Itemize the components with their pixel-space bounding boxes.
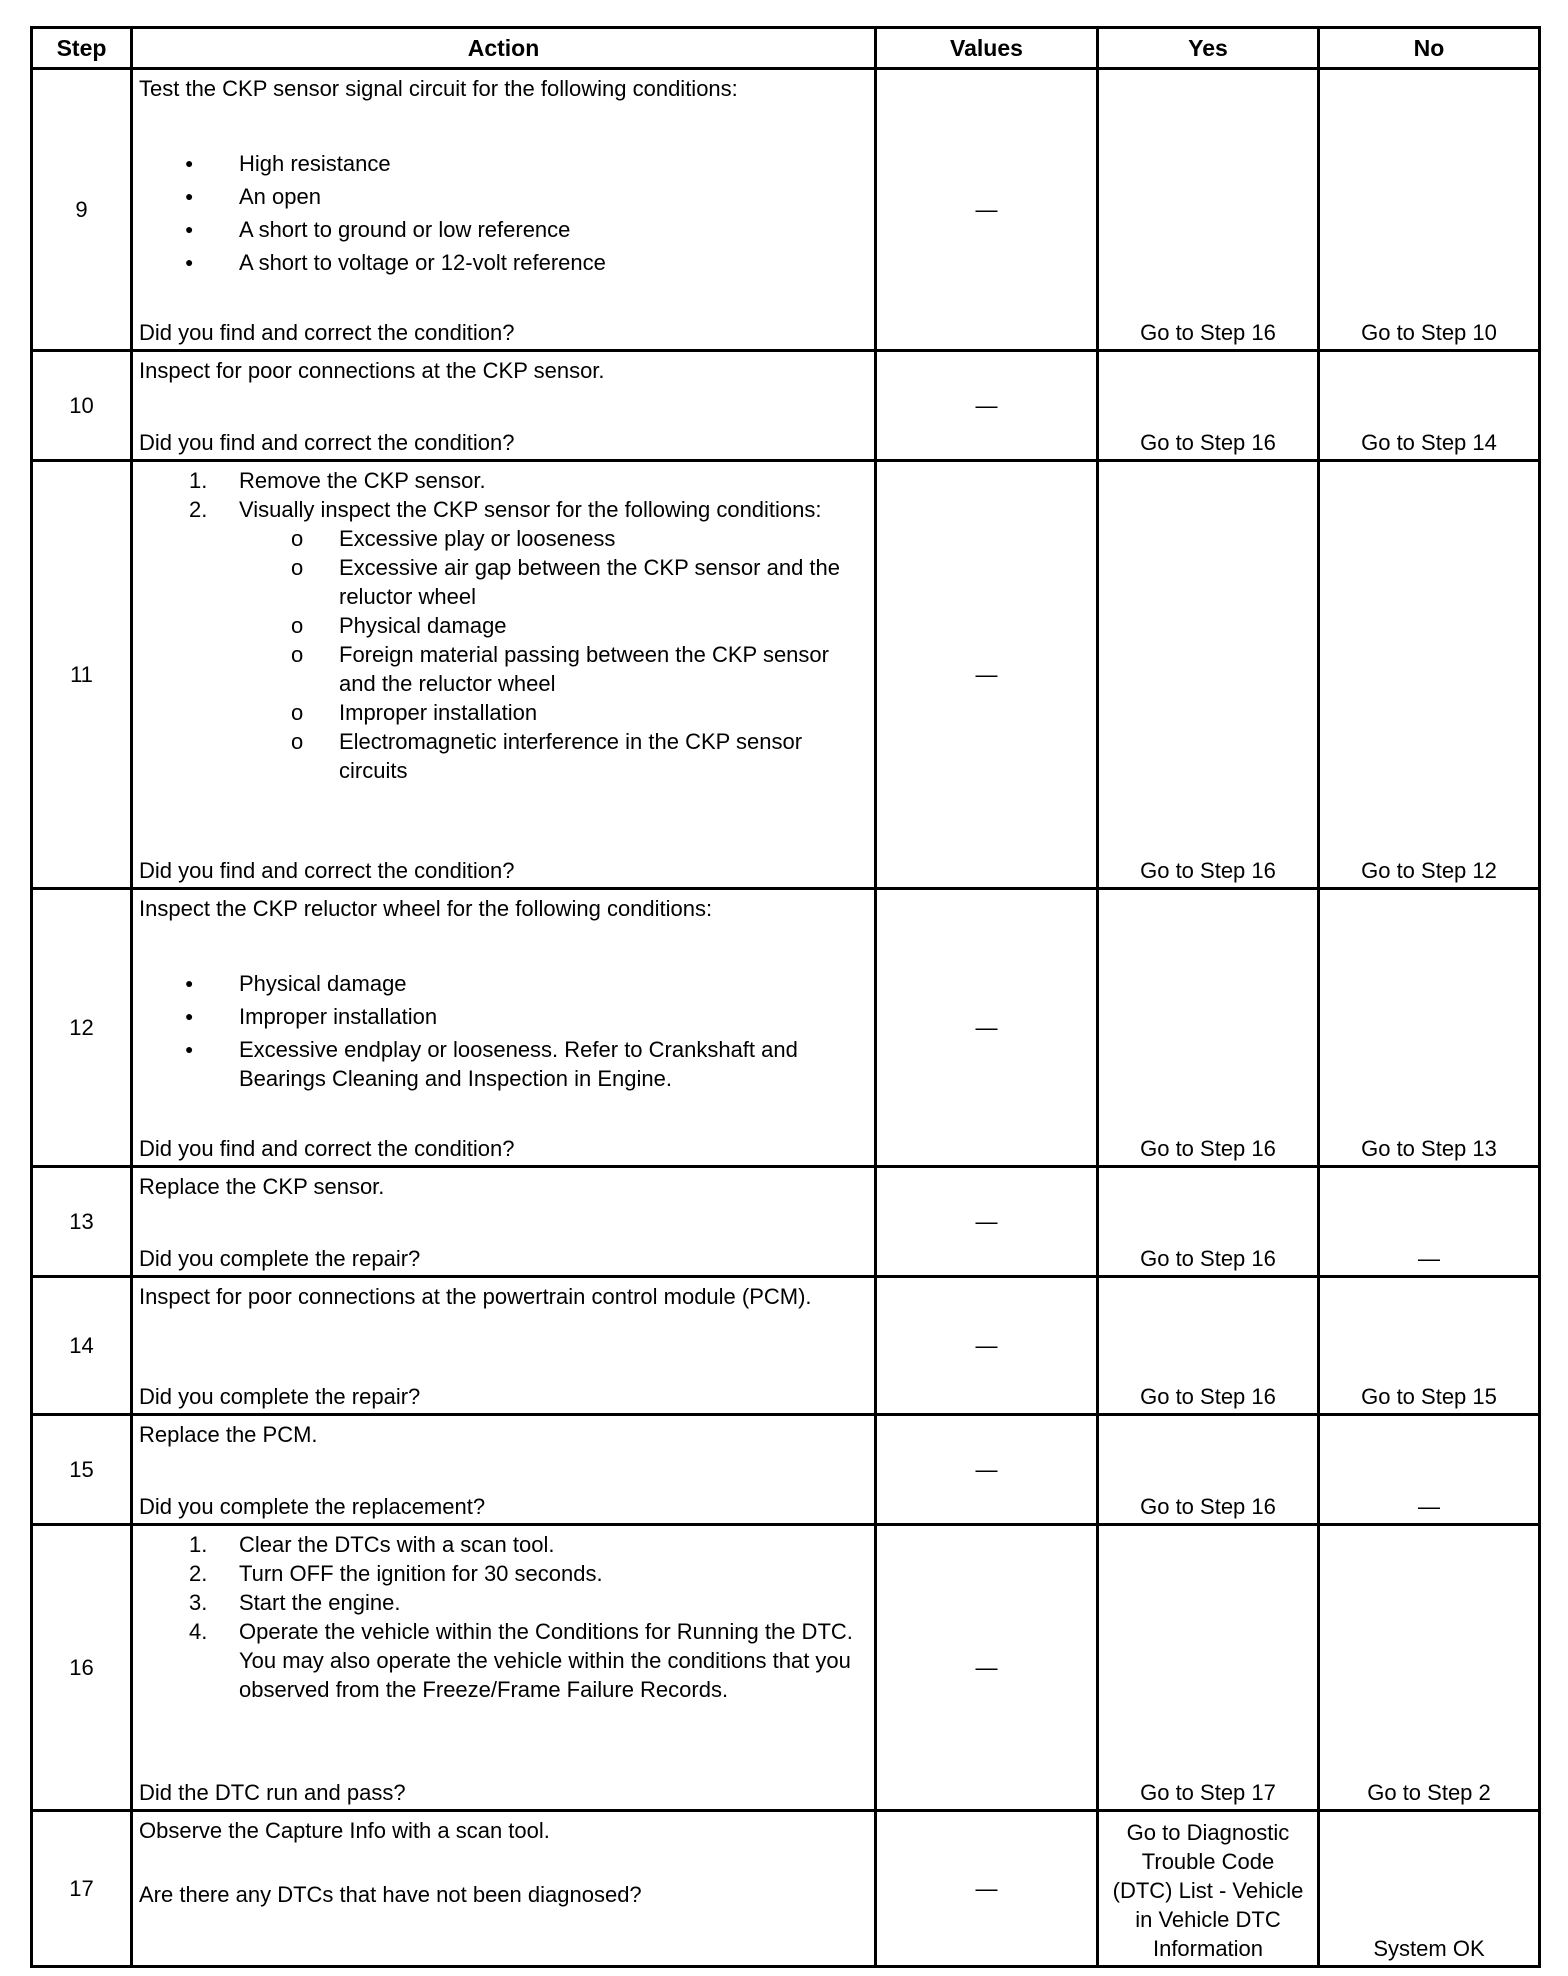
list-item: ● Excessive endplay or looseness. Refer to Crankshaft and Bearings Cleaning and Inspection in Engine. [139, 1033, 868, 1093]
list-item [139, 1530, 868, 1559]
list-item: ● A short to ground or low reference [139, 213, 868, 246]
item-number: 2. [189, 497, 208, 522]
header-row [32, 28, 1540, 69]
no-link[interactable]: Go to Step 10 [1319, 69, 1540, 351]
item-text: Visually inspect the CKP sensor for the following conditions: [239, 497, 822, 522]
header-no: No [1319, 28, 1540, 69]
step-number: 15 [32, 1415, 132, 1525]
yes-link[interactable]: Go to Step 16 [1098, 1277, 1319, 1415]
list-item: ● Physical damage [139, 967, 868, 1000]
header-action: Action [132, 28, 876, 69]
step-number: 13 [32, 1167, 132, 1277]
step-number: 12 [32, 889, 132, 1167]
item-text: Clear the DTCs with a scan tool. [239, 1532, 555, 1557]
action-cell [132, 889, 876, 1167]
list-item: ● An open [139, 180, 868, 213]
item-text: Operate the vehicle within the Conditions for Running the DTC. You may also operate the vehicle within the conditions that you observed from the Freeze/Frame Failure Records. [239, 1619, 853, 1702]
action-cell [132, 1525, 876, 1811]
action-question: Did you find and correct the condition? [139, 858, 515, 883]
action-intro: Observe the Capture Info with a scan tool. [139, 1818, 550, 1843]
table-row-step-12 [32, 889, 1540, 1167]
list-item: ● High resistance [139, 147, 868, 180]
list-item [139, 1617, 868, 1704]
list-item: ● A short to voltage or 12-volt reference [139, 246, 868, 279]
values-cell: — [876, 1277, 1098, 1415]
header-yes: Yes [1098, 28, 1319, 69]
item-number: 1. [189, 468, 208, 493]
yes-link[interactable]: Go to Step 16 [1098, 69, 1319, 351]
yes-link[interactable]: Go to Step 16 [1098, 461, 1319, 889]
values-cell: — [876, 69, 1098, 351]
no-value: — [1319, 1167, 1540, 1277]
condition-list [139, 967, 868, 1093]
no-link[interactable]: Go to Step 12 [1319, 461, 1540, 889]
step-number: 14 [32, 1277, 132, 1415]
condition-list [139, 147, 868, 279]
values-cell: — [876, 1525, 1098, 1811]
values-cell: — [876, 461, 1098, 889]
step-number: 9 [32, 69, 132, 351]
yes-link[interactable]: Go to Step 16 [1098, 1415, 1319, 1525]
header-values: Values [876, 28, 1098, 69]
action-question: Did you complete the repair? [139, 1246, 421, 1271]
values-cell: — [876, 351, 1098, 461]
action-cell [132, 351, 876, 461]
action-intro: Inspect for poor connections at the powertrain control module (PCM). [139, 1284, 812, 1309]
procedure-list [139, 1530, 868, 1704]
list-item: o Excessive play or looseness [139, 524, 868, 553]
yes-link[interactable]: Go to Step 16 [1098, 889, 1319, 1167]
step-number: 16 [32, 1525, 132, 1811]
list-item: o Improper installation [139, 698, 868, 727]
action-intro: Replace the PCM. [139, 1422, 318, 1447]
action-question: Did you complete the replacement? [139, 1494, 486, 1519]
sub-condition-list [139, 524, 868, 785]
yes-link[interactable]: Go to Step 17 [1098, 1525, 1319, 1811]
action-cell [132, 1415, 876, 1525]
table-row-step-13 [32, 1167, 1540, 1277]
list-item: o Physical damage [139, 611, 868, 640]
table-row-step-15 [32, 1415, 1540, 1525]
table-row-step-11 [32, 461, 1540, 889]
yes-link[interactable]: Go to Step 16 [1098, 1167, 1319, 1277]
item-number: 4. [189, 1619, 208, 1644]
step-number: 17 [32, 1811, 132, 1967]
table-row-step-17 [32, 1811, 1540, 1967]
no-link[interactable]: Go to Step 14 [1319, 351, 1540, 461]
no-link[interactable]: Go to Step 2 [1319, 1525, 1540, 1811]
yes-link[interactable]: Go to Step 16 [1098, 351, 1319, 461]
action-intro: Test the CKP sensor signal circuit for the following conditions: [139, 76, 738, 101]
list-item [139, 1559, 868, 1588]
action-question: Did you find and correct the condition? [139, 1136, 515, 1161]
header-step: Step [32, 28, 132, 69]
item-number: 3. [189, 1590, 208, 1615]
item-text: Turn OFF the ignition for 30 seconds. [239, 1561, 603, 1586]
action-cell [132, 1167, 876, 1277]
values-cell: — [876, 1167, 1098, 1277]
action-question: Did you find and correct the condition? [139, 320, 515, 345]
list-item [139, 466, 868, 495]
no-value: — [1319, 1415, 1540, 1525]
item-number: 2. [189, 1561, 208, 1586]
diagnostic-table [30, 26, 1541, 1968]
action-cell [132, 69, 876, 351]
action-intro: Inspect for poor connections at the CKP sensor. [139, 358, 605, 383]
values-cell: — [876, 1415, 1098, 1525]
list-item: o Excessive air gap between the CKP sensor and the reluctor wheel [139, 553, 868, 611]
yes-link[interactable]: Go to Diagnostic Trouble Code (DTC) List - Vehicle in Vehicle DTC Information [1098, 1811, 1319, 1967]
action-question: Are there any DTCs that have not been diagnosed? [139, 1882, 642, 1907]
action-question: Did you complete the repair? [139, 1384, 421, 1409]
table-row-step-10 [32, 351, 1540, 461]
table-row-step-9 [32, 69, 1540, 351]
list-item [139, 1588, 868, 1617]
procedure-list [139, 466, 868, 524]
values-cell: — [876, 1811, 1098, 1967]
action-intro: Replace the CKP sensor. [139, 1174, 385, 1199]
item-text: Start the engine. [239, 1590, 401, 1615]
no-link[interactable]: Go to Step 15 [1319, 1277, 1540, 1415]
table-row-step-16 [32, 1525, 1540, 1811]
action-cell [132, 1811, 876, 1967]
no-value: System OK [1319, 1811, 1540, 1967]
action-cell [132, 1277, 876, 1415]
list-item [139, 495, 868, 524]
step-number: 10 [32, 351, 132, 461]
list-item: o Electromagnetic interference in the CKP sensor circuits [139, 727, 868, 785]
action-question: Did the DTC run and pass? [139, 1780, 406, 1805]
step-number: 11 [32, 461, 132, 889]
list-item: ● Improper installation [139, 1000, 868, 1033]
action-question: Did you find and correct the condition? [139, 430, 515, 455]
table-row-step-14 [32, 1277, 1540, 1415]
action-cell [132, 461, 876, 889]
no-link[interactable]: Go to Step 13 [1319, 889, 1540, 1167]
item-text: Remove the CKP sensor. [239, 468, 486, 493]
action-intro: Inspect the CKP reluctor wheel for the following conditions: [139, 896, 713, 921]
values-cell: — [876, 889, 1098, 1167]
item-number: 1. [189, 1532, 208, 1557]
list-item: o Foreign material passing between the CKP sensor and the reluctor wheel [139, 640, 868, 698]
